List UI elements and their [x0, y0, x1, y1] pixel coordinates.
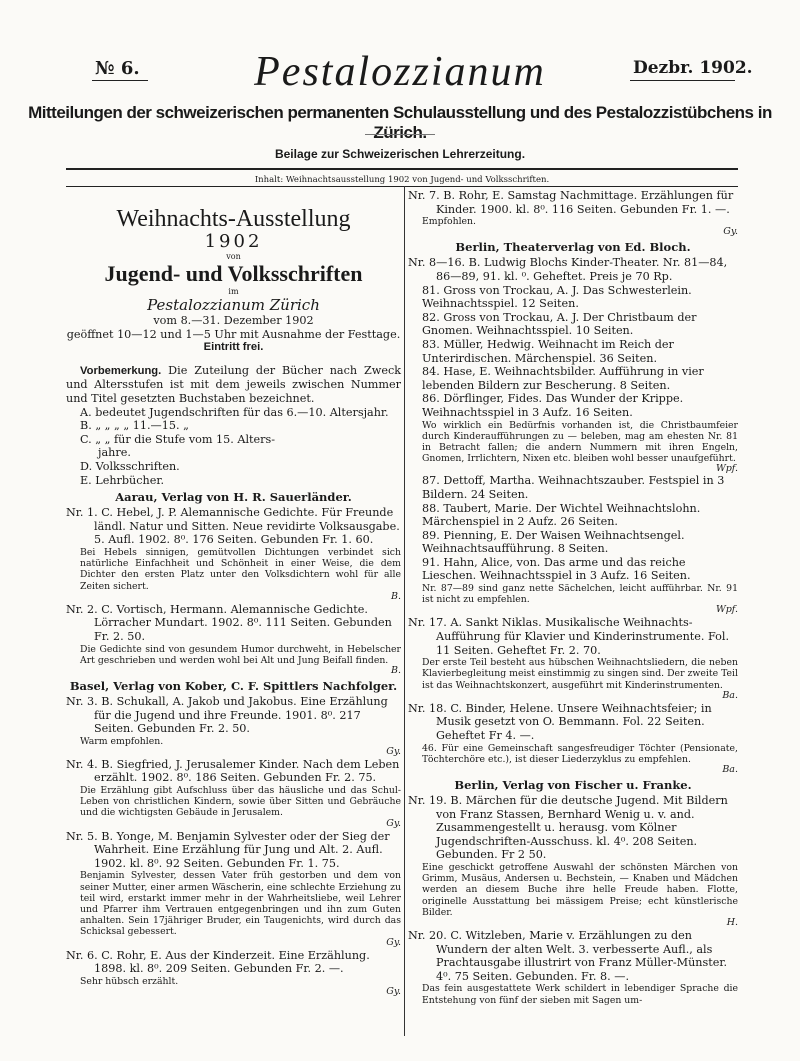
note-4: Die Erzählung gibt Aufschluss über das häusliche und das Schul-Leben von christlichen Kindern, sowie über Sitten und Gebräuche und die wichtigsten Gebäude in Jerusalem.: [80, 785, 401, 819]
subtitle: Mitteilungen der schweizerischen permanenten Schulausstellung und des Pestalozzistübchens in Zürich.: [28, 103, 772, 142]
key-c: C. „ „ für die Stufe vom 15. Alters-: [80, 432, 276, 446]
signature-4: Gy.: [386, 817, 401, 829]
play-81: 81. Gross von Trockau, A. J. Das Schwesterlein. Weihnachtsspiel. 12 Seiten.: [422, 283, 692, 311]
column-divider: [404, 186, 405, 1036]
signature-6: Gy.: [386, 986, 401, 998]
entry-4: Nr. 4. B. Siegfried, J. Jerusalemer Kinder. Nach dem Leben erzählt. 1902. 8⁰. 186 Seiten. Gebunden Fr. 2. 75.: [66, 757, 400, 785]
rule-contents: [66, 186, 738, 187]
signature-2: B.: [390, 664, 401, 676]
entry-17: Nr. 17. A. Sankt Niklas. Musikalische Weihnachts-Aufführung für Klavier und Kinderinstrumente. Fol. 11 Seiten. Geheftet Fr. 2. 70.: [408, 616, 730, 657]
key-a: A. bedeutet Jugendschriften für das 6.—10. Altersjahr.: [80, 405, 389, 419]
preliminary-note: [66, 364, 401, 406]
key-b: B. „ „ „ „ 11.—15. „: [80, 419, 189, 433]
entry-6: Nr. 6. C. Rohr, E. Aus der Kinderzeit. Eine Erzählung. 1898. kl. 8⁰. 209 Seiten. Gebunden Fr. 2. —.: [66, 948, 370, 976]
key-e: E. Lehrbücher.: [80, 473, 165, 487]
note-19: Eine geschickt getroffene Auswahl der schönsten Märchen von Grimm, Musäus, Andersen u. Bechstein, — Knaben und Mädchen werden an diesem Buche ihre helle Freude haben. Flotte, originelle Ausstattung bei mässigem Preise; echt künstlerische Bilder.: [422, 862, 738, 918]
exhibition-year: 1902: [204, 231, 263, 252]
publisher-heading: Basel, Verlag von Kober, C. F. Spittlers Nachfolger.: [69, 678, 398, 693]
opening-hours: geöffnet 10—12 und 1—5 Uhr mit Ausnahme der Festtage.: [66, 327, 401, 341]
signature-3: Gy.: [386, 745, 401, 757]
play-83: 83. Müller, Hedwig. Weihnacht im Reich der Unterirdischen. Märchenspiel. 36 Seiten.: [422, 337, 674, 365]
von-label: von: [226, 252, 241, 261]
rule-top: [66, 168, 738, 170]
note-3: Warm empfohlen.: [80, 735, 164, 747]
play-89: 89. Pienning, E. Der Waisen Weihnachtsengel. Weihnachtsaufführung. 8 Seiten.: [422, 528, 685, 556]
entry-8-16: Nr. 8—16. B. Ludwig Blochs Kinder-Theater. Nr. 81—84, 86—89, 91. kl. ⁰. Geheftet. Preis je 70 Rp.: [408, 256, 728, 283]
publisher-heading: Aarau, Verlag von H. R. Sauerländer.: [115, 490, 352, 505]
entry-18: Nr. 18. C. Binder, Helene. Unsere Weihnachtsfeier; in Musik gesetzt von O. Bemmann. Fol. 22 Seiten. Geheftet Fr 4. —.: [408, 701, 712, 743]
exhibition-dates: vom 8.—31. Dezember 1902: [153, 314, 314, 327]
note-8b: Nr. 87—89 sind ganz nette Sächelchen, leicht aufführbar. Nr. 91 ist nicht zu empfehlen.: [422, 583, 738, 606]
note-1: Bei Hebels sinnigen, gemütvollen Dichtungen verbindet sich natürliche Einfachheit und Schönheit in einer Weise, die dem Dichter den ersten Platz unter den Volksdichtern wohl für alle Zeiten sichert.: [80, 546, 401, 592]
play-87: 87. Dettoff, Martha. Weihnachtszauber. Festspiel in 3 Bildern. 24 Seiten.: [422, 474, 725, 501]
issue-date: Dezbr. 1902.: [633, 58, 753, 78]
entry-3: Nr. 3. B. Schukall, A. Jakob und Jakobus. Eine Erzählung für die Jugend und ihre Freunde. 1901. 8⁰. 217 Seiten. Gebunden Fr. 2. 50.: [66, 694, 388, 736]
supplement-line: Beilage zur Schweizerischen Lehrerzeitung.: [274, 147, 526, 161]
rule-number: [92, 80, 148, 81]
entry-5: Nr. 5. B. Yonge, M. Benjamin Sylvester oder der Sieg der Wahrheit. Eine Erzählung für Jung und Alt. 2. Aufl. 1902. kl. 8⁰. 92 Seiten. Gebunden Fr. 1. 75.: [66, 829, 390, 870]
note-17: Der erste Teil besteht aus hübschen Weihnachtsliedern, die neben Klavierbegleitung meist einstimmig zu singen sind. Der zweite Teil ist das Weihnachtskonzert, ausgeführt mit Kinderinstrumenten.: [422, 657, 738, 691]
signature-5: Gy.: [386, 936, 401, 948]
im-label: im: [228, 287, 239, 296]
signature-8a: Wpf.: [715, 463, 738, 475]
entry-7: Nr. 7. B. Rohr, E. Samstag Nachmittage. Erzählungen für Kinder. 1900. kl. 8⁰. 116 Seiten. Gebunden Fr. 1. —.: [408, 189, 734, 216]
note-5: Benjamin Sylvester, dessen Vater früh gestorben und dem von seiner Mutter, einer armen Wäscherin, eine schlechte Erziehung zu teil wird, erstarkt immer mehr in der Wahrheitsliebe, weil Lehrer und Pfarrer ihm Vertrauen entgegenbringen und ihn zum Guten anhalten. Sein 17jähriger Bruder, ein Taugenichts, wird durch das Schicksal gebessert.: [80, 870, 401, 938]
signature-7: Gy.: [723, 226, 738, 238]
exhibition-heading: Weihnachts-Ausstellung: [116, 206, 351, 232]
note-8a: Wo wirklich ein Bedürfnis vorhanden ist, die Christbaumfeier durch Kinderaufführungen zu — beleben, mag am ehesten Nr. 81 in Betracht fallen; die andern Nummern mit ihren Engeln, Gnomen, Irrlichtern, Nixen etc. bleiben wohl besser unaufgeführt.: [422, 419, 738, 465]
signature-19: H.: [726, 917, 738, 929]
play-91: 91. Hahn, Alice, von. Das arme und das reiche Lieschen. Weihnachtsspiel in 3 Aufz. 16 Seiten.: [422, 555, 691, 583]
note-18: 46. Für eine Gemeinschaft sangesfreudiger Töchter (Pensionate, Töchterchöre etc.), ist dieser Liederzyklus zu empfehlen.: [422, 742, 738, 765]
note-7: Empfohlen.: [422, 216, 476, 228]
note-20: Das fein ausgestattete Werk schildert in lebendiger Sprache die Entstehung von fünf der sieben mit Sagen um-: [422, 983, 738, 1006]
contents-line: Inhalt: Weihnachtsausstellung 1902 von Jugend- und Volksschriften.: [254, 175, 550, 185]
key-d: D. Volksschriften.: [80, 459, 180, 473]
note-6: Sehr hübsch erzählt.: [80, 975, 179, 987]
exhibition-subject: Jugend- und Volksschriften: [104, 261, 363, 286]
entry-1: Nr. 1. C. Hebel, J. P. Alemannische Gedichte. Für Freunde ländl. Natur und Sitten. Neue revidirte Volksausgabe. 5. Aufl. 1902. 8⁰. 176 Seiten. Gebunden Fr. 1. 60.: [66, 506, 400, 547]
play-84: 84. Hase, E. Weihnachtsbilder. Aufführung in vier lebenden Bildern zur Bescherung. 8 Seiten.: [422, 365, 704, 392]
right-column: [408, 188, 738, 1006]
signature-8b: Wpf.: [715, 604, 738, 616]
play-82: 82. Gross von Trockau, A. J. Der Christbaum der Gnomen. Weihnachtsspiel. 10 Seiten.: [422, 310, 697, 338]
signature-1: B.: [390, 590, 401, 602]
left-column: [66, 188, 401, 997]
ornament-rule: [365, 134, 435, 135]
prelim-label: Vorbemerkung.: [80, 364, 162, 377]
entry-20: Nr. 20. C. Witzleben, Marie v. Erzählungen zu den Wundern der alten Welt. 3. verbesserte Aufl., als Prachtausgabe illustrirt von Franz Müller-Münster. 4⁰. 75 Seiten. Gebunden. Fr. 8. —.: [408, 929, 728, 983]
admission: Eintritt frei.: [203, 341, 264, 354]
entry-19: Nr. 19. B. Märchen für die deutsche Jugend. Mit Bildern von Franz Stassen, Bernhard Wenig u. v. and. Zusammengestellt u. herausg. vom Kölner Jugendschriften-Ausschuss. kl. 4⁰. 208 Seiten. Gebunden. Fr 2 50.: [408, 794, 728, 862]
issue-number: № 6.: [95, 58, 140, 79]
signature-17: Ba.: [722, 689, 738, 701]
venue: Pestalozzianum Zürich: [147, 296, 320, 314]
publisher-heading: Berlin, Verlag von Fischer u. Franke.: [454, 778, 692, 793]
prelim-text: Die Zuteilung der Bücher nach Zweck und Altersstufen ist mit dem jeweils zwischen Nummer und Titel gesetzten Buchstaben bezeichnet.: [66, 363, 401, 405]
play-86: 86. Dörflinger, Fides. Das Wunder der Krippe. Weihnachtsspiel in 3 Aufz. 16 Seiten.: [422, 392, 684, 419]
rule-date: [630, 80, 735, 81]
entry-2: Nr. 2. C. Vortisch, Hermann. Alemannische Gedichte. Lörracher Mundart. 1902. 8⁰. 111 Seiten. Gebunden Fr. 2. 50.: [66, 602, 392, 643]
publisher-heading: Berlin, Theaterverlag von Ed. Bloch.: [455, 240, 691, 255]
key-c-cont: jahre.: [98, 446, 131, 460]
note-2: Die Gedichte sind von gesundem Humor durchweht, in Hebelscher Art geschrieben und werden wohl bei Alt und Jung Beifall finden.: [80, 643, 401, 666]
signature-18: Ba.: [722, 764, 738, 776]
play-88: 88. Taubert, Marie. Der Wichtel Weihnachtslohn. Märchenspiel in 2 Aufz. 26 Seiten.: [422, 501, 701, 529]
page-title: Pestalozzianum: [254, 49, 546, 95]
